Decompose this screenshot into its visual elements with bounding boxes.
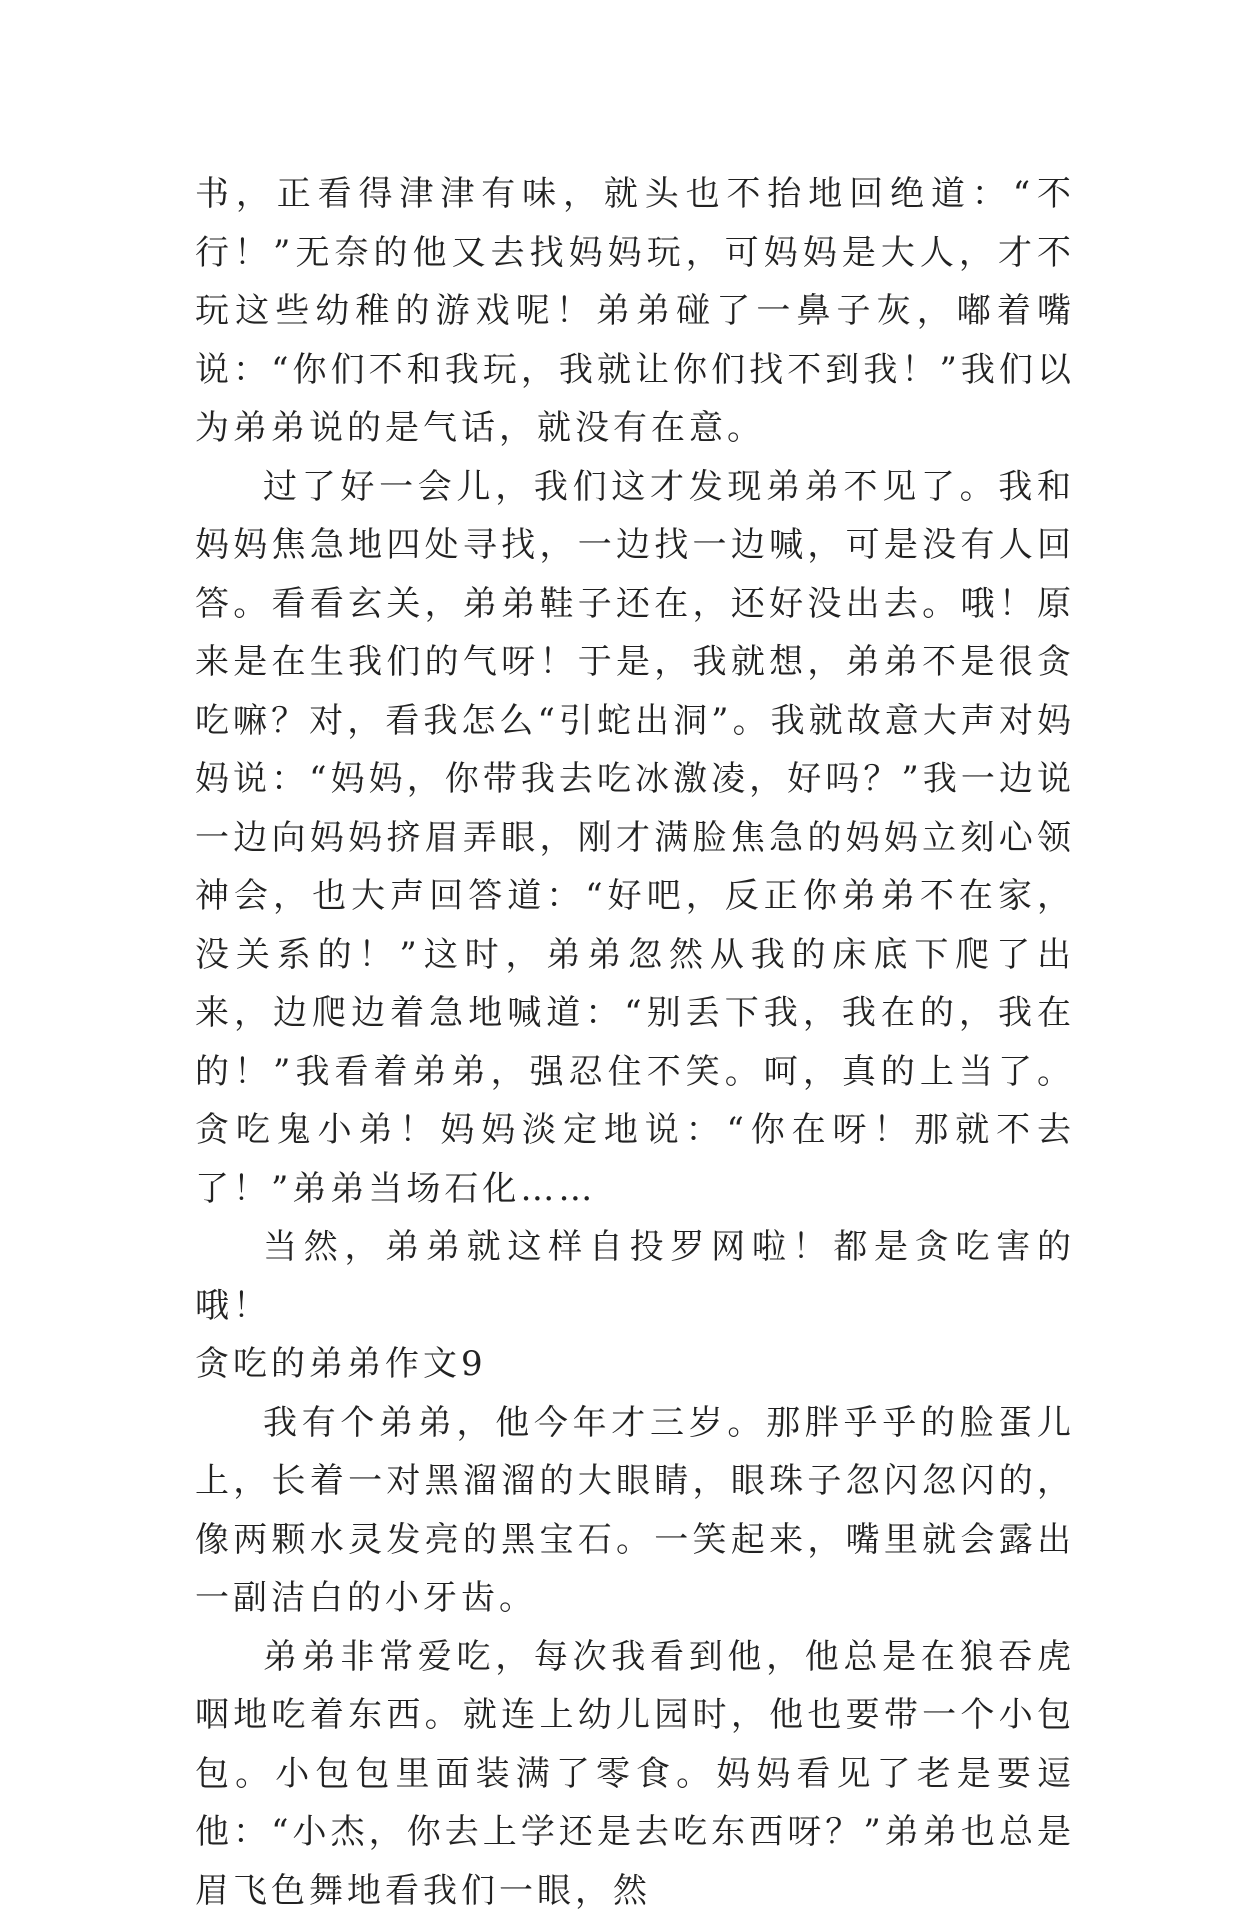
paragraph-hide-and-seek: 过了好一会儿，我们这才发现弟弟不见了。我和妈妈焦急地四处寻找，一边找一边喊，可是没有人回答。看看玄关，弟弟鞋子还在，还好没出去。哦！原来是在生我们的气呀！于是，我就想，弟弟不是很贪吃嘛？对，看我怎么“引蛇出洞”。我就故意大声对妈妈说：“妈妈，你带我去吃冰激凌，好吗？”我一边说一边向妈妈挤眉弄眼，刚才满脸焦急的妈妈立刻心领神会，也大声回答道：“好吧，反正你弟弟不在家，没关系的！”这时，弟弟忽然从我的床底下爬了出来，边爬边着急地喊道：“别丢下我，我在的，我在的！”我看着弟弟，强忍住不笑。呵，真的上当了。贪吃鬼小弟！妈妈淡定地说：“你在呀！那就不去了！”弟弟当场石化…… xyxy=(195,458,1075,1219)
essay-title: 贪吃的弟弟作文9 xyxy=(195,1335,1075,1394)
paragraph-intro: 我有个弟弟，他今年才三岁。那胖乎乎的脸蛋儿上，长着一对黑溜溜的大眼睛，眼珠子忽闪忽闪的，像两颗水灵发亮的黑宝石。一笑起来，嘴里就会露出一副洁白的小牙齿。 xyxy=(195,1394,1075,1628)
paragraph-snacks: 弟弟非常爱吃，每次我看到他，他总是在狼吞虎咽地吃着东西。就连上幼儿园时，他也要带一个小包包。小包包里面装满了零食。妈妈看见了老是要逗他：“小杰，你去上学还是去吃东西呀？”弟弟也总是眉飞色舞地看我们一眼，然 xyxy=(195,1628,1075,1920)
paragraph-conclusion: 当然，弟弟就这样自投罗网啦！都是贪吃害的哦！ xyxy=(195,1218,1075,1335)
paragraph-continuation: 书，正看得津津有味，就头也不抬地回绝道：“不行！”无奈的他又去找妈妈玩，可妈妈是大人，才不玩这些幼稚的游戏呢！弟弟碰了一鼻子灰，嘟着嘴说：“你们不和我玩，我就让你们找不到我！”我们以为弟弟说的是气话，就没有在意。 xyxy=(195,165,1075,458)
document-body xyxy=(195,165,1075,1920)
